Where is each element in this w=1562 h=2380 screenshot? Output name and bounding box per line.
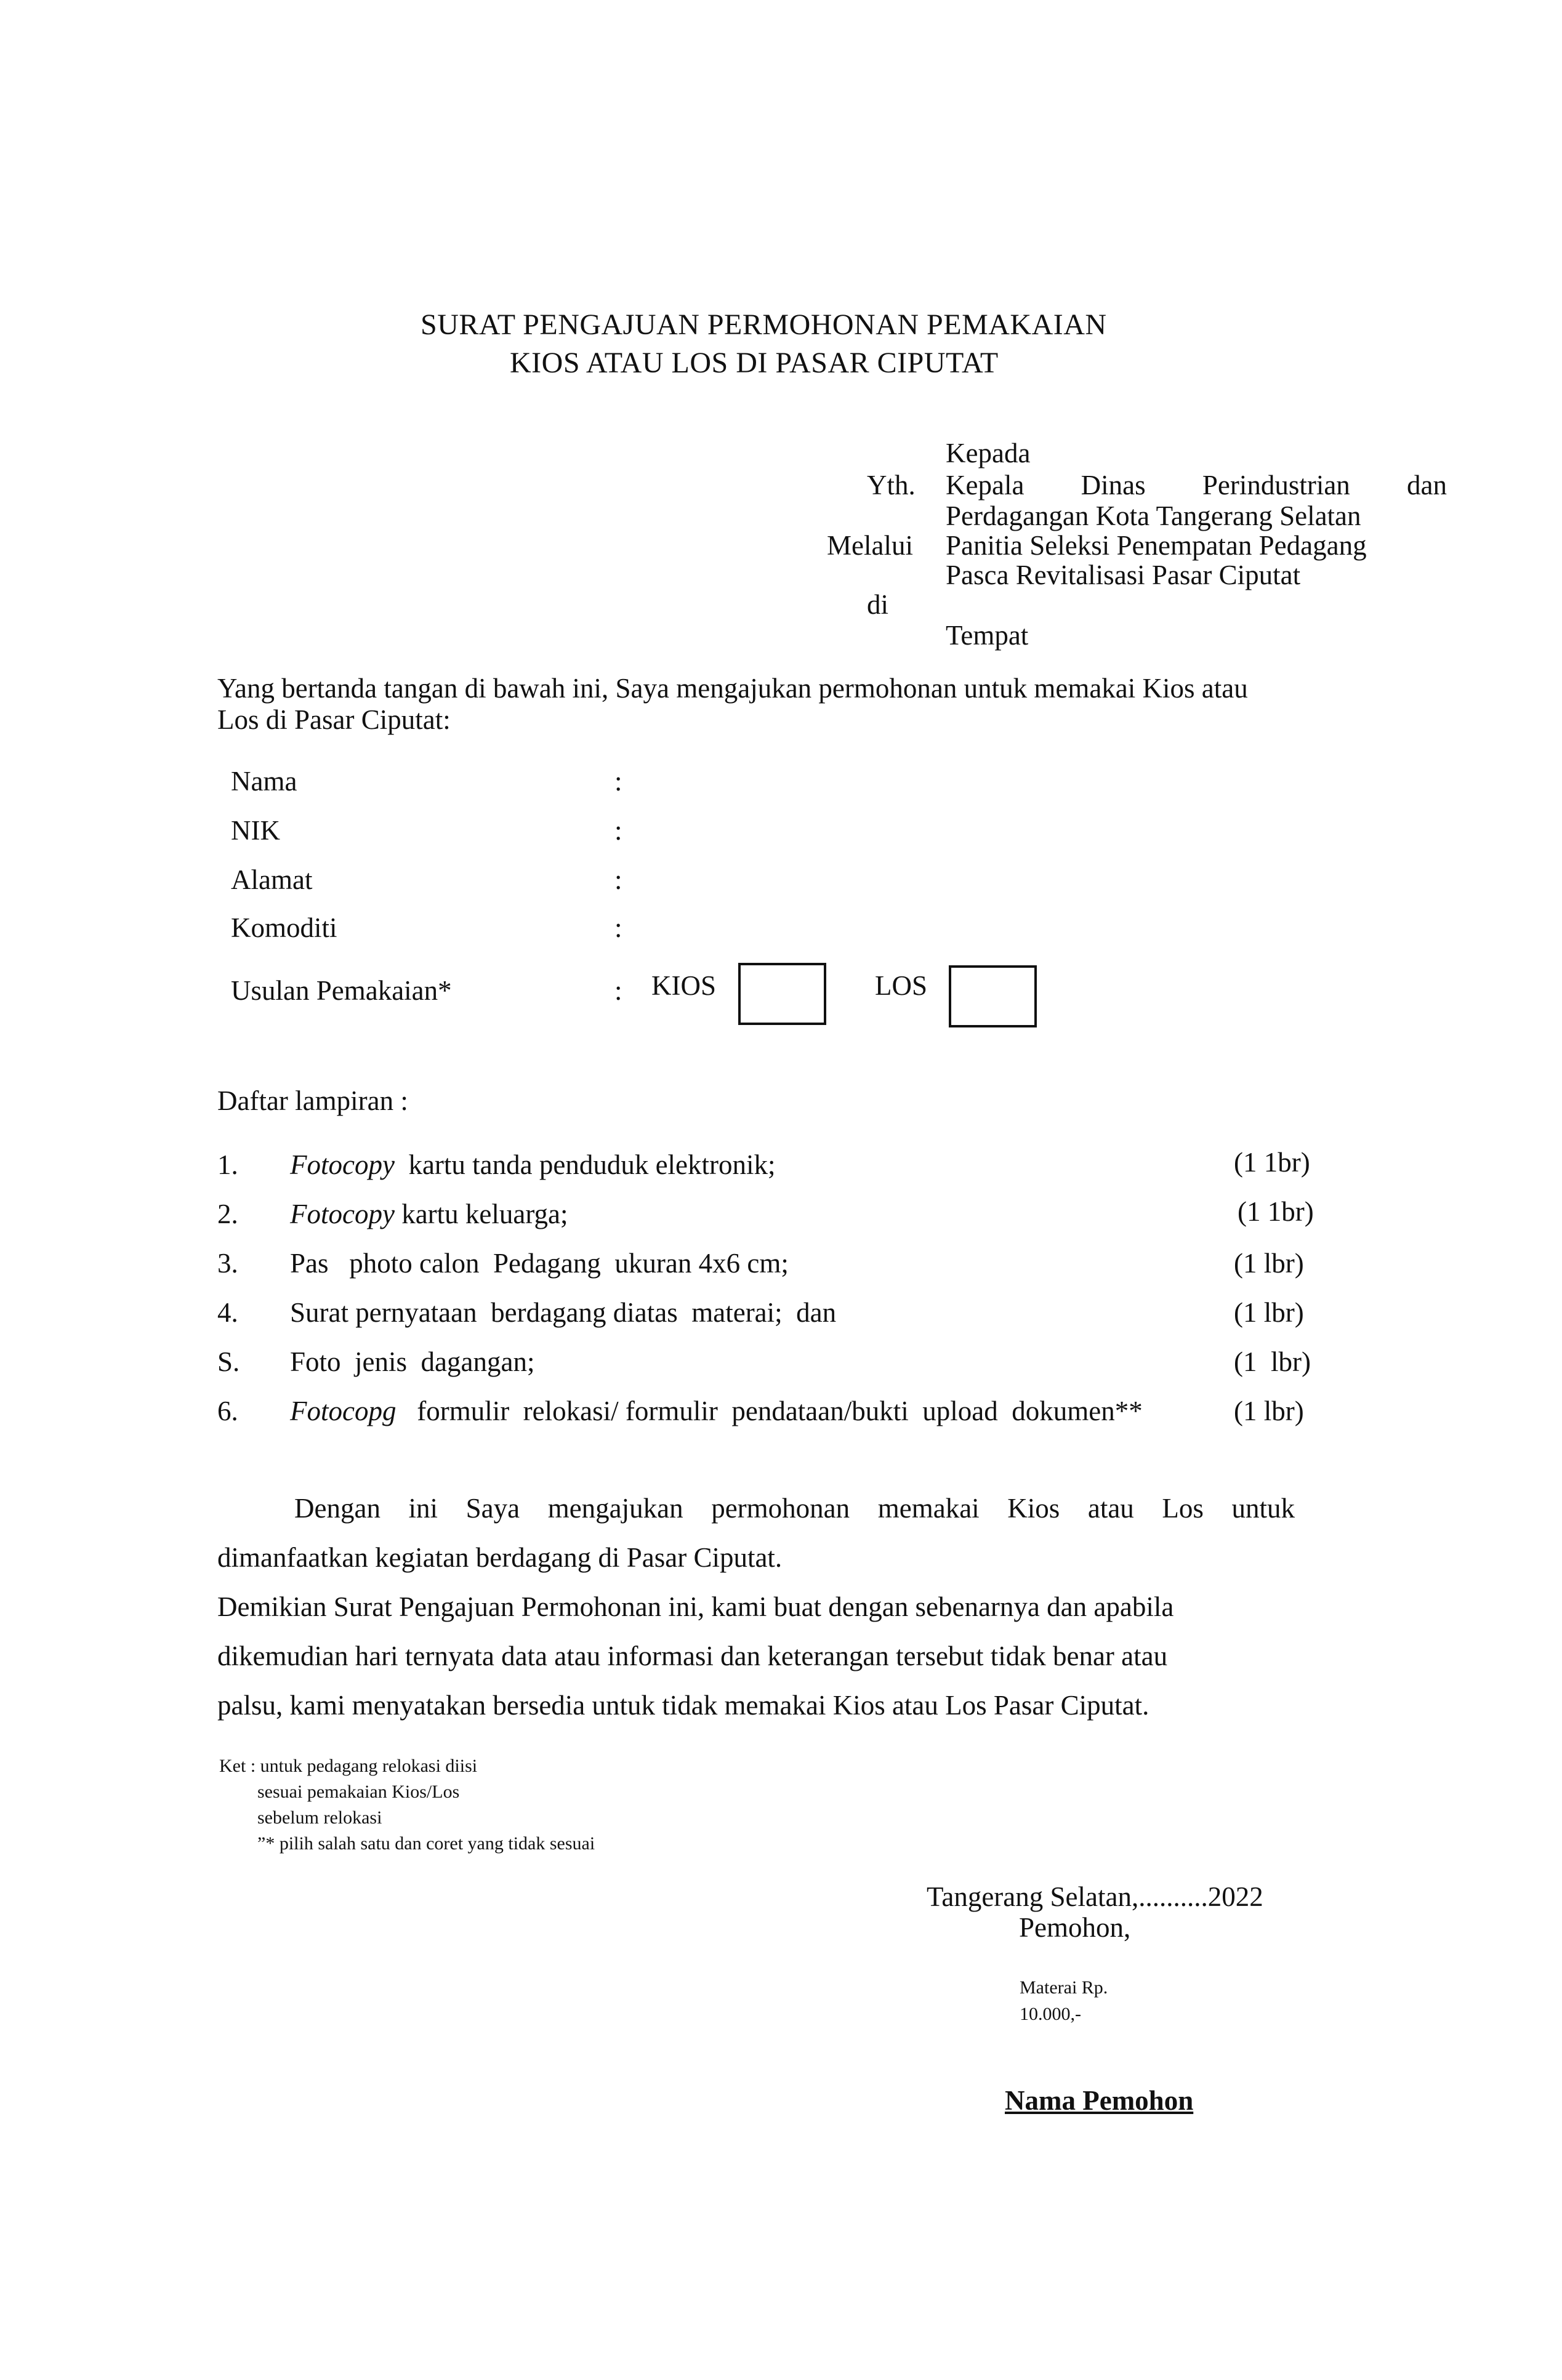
- address-recipient-line2: Perdagangan Kota Tangerang Selatan: [946, 501, 1361, 531]
- address-melalui-label: Melalui: [827, 530, 913, 561]
- lampiran-item-body: formulir relokasi/ formulir pendataan/bukti upload dokumen**: [417, 1396, 1143, 1426]
- closing-p2-line2: dikemudian hari ternyata data atau informasi dan keterangan tersebut tidak benar atau: [217, 1641, 1168, 1671]
- intro-line1: Yang bertanda tangan di bawah ini, Saya mengajukan permohonan untuk memakai Kios atau: [217, 673, 1248, 704]
- field-alamat-colon: :: [614, 864, 622, 895]
- lampiran-item-number: 4.: [217, 1297, 238, 1328]
- lampiran-item-body: kartu tanda penduduk elektronik;: [408, 1149, 776, 1180]
- lampiran-item-number: S.: [217, 1346, 240, 1377]
- materai-line2: 10.000,-: [1020, 2004, 1081, 2024]
- lampiran-item-qty: (1 lbr): [1234, 1248, 1304, 1279]
- lampiran-item-number: 1.: [217, 1149, 238, 1180]
- lampiran-item-text: [290, 1395, 1143, 1427]
- field-komoditi-label: Komoditi: [231, 912, 337, 943]
- kios-checkbox[interactable]: [738, 963, 826, 1025]
- closing-p1-line2: dimanfaatkan kegiatan berdagang di Pasar Ciputat.: [217, 1542, 783, 1573]
- lampiran-item-body: kartu keluarga;: [401, 1199, 568, 1229]
- lampiran-item-qty: (1 lbr): [1234, 1297, 1304, 1328]
- place-date: Tangerang Selatan,..........2022: [927, 1881, 1263, 1912]
- lampiran-item-text: Foto jenis dagangan;: [290, 1346, 535, 1377]
- lampiran-item-italic: Fotocopg: [290, 1396, 397, 1426]
- closing-p2-line3: palsu, kami menyatakan bersedia untuk tidak memakai Kios atau Los Pasar Ciputat.: [217, 1690, 1149, 1721]
- document-title-line1: SURAT PENGAJUAN PERMOHONAN PEMAKAIAN: [421, 308, 1107, 341]
- kios-label: KIOS: [651, 970, 717, 1001]
- usulan-colon: :: [614, 975, 622, 1006]
- note-line1: Ket : untuk pedagang relokasi diisi: [219, 1756, 478, 1776]
- lampiran-item-text: Pas photo calon Pedagang ukuran 4x6 cm;: [290, 1248, 789, 1279]
- lampiran-item-number: 3.: [217, 1248, 238, 1279]
- address-kepada: Kepada: [946, 438, 1031, 468]
- address-via-line1: Panitia Seleksi Penempatan Pedagang: [946, 530, 1367, 561]
- lampiran-item-text: [290, 1198, 568, 1230]
- lampiran-heading: Daftar lampiran :: [217, 1085, 408, 1116]
- los-checkbox[interactable]: [949, 965, 1037, 1027]
- field-nik-label: NIK: [231, 815, 280, 846]
- lampiran-item-number: 2.: [217, 1199, 238, 1229]
- lampiran-item-number: 6.: [217, 1396, 238, 1426]
- lampiran-item-italic: Fotocopy: [290, 1199, 395, 1229]
- note-line2: sesuai pemakaian Kios/Los: [257, 1782, 460, 1802]
- address-di-label: di: [867, 589, 889, 620]
- lampiran-item-qty: (1 lbr): [1234, 1396, 1304, 1426]
- field-nama-colon: :: [614, 766, 622, 797]
- closing-p1-line1: Dengan ini Saya mengajukan permohonan memakai Kios atau Los untuk: [294, 1493, 1295, 1524]
- field-nik-colon: :: [614, 815, 622, 846]
- lampiran-item-qty: (1 1br): [1234, 1147, 1310, 1178]
- field-alamat-label: Alamat: [231, 864, 313, 895]
- closing-p2-line1: Demikian Surat Pengajuan Permohonan ini, kami buat dengan sebenarnya dan apabila: [217, 1591, 1174, 1622]
- los-label: LOS: [875, 970, 928, 1001]
- lampiran-item-text: Surat pernyataan berdagang diatas materai; dan: [290, 1297, 837, 1328]
- intro-line2: Los di Pasar Ciputat:: [217, 704, 451, 735]
- note-line4: ”* pilih salah satu dan coret yang tidak sesuai: [257, 1833, 595, 1854]
- address-yth-label: Yth.: [867, 470, 916, 501]
- address-recipient-line1: Kepala Dinas Perindustrian dan: [946, 470, 1447, 501]
- field-komoditi-colon: :: [614, 912, 622, 943]
- address-via-line2: Pasca Revitalisasi Pasar Ciputat: [946, 560, 1301, 590]
- lampiran-item-qty: (1 1br): [1238, 1196, 1314, 1227]
- lampiran-item-italic: Fotocopy: [290, 1149, 395, 1180]
- usulan-label: Usulan Pemakaian*: [231, 975, 452, 1006]
- materai-line1: Materai Rp.: [1020, 1977, 1108, 1998]
- address-tempat: Tempat: [946, 620, 1029, 651]
- applicant-name: Nama Pemohon: [1005, 2085, 1194, 2116]
- pemohon-label: Pemohon,: [1019, 1912, 1131, 1943]
- field-nama-label: Nama: [231, 766, 297, 797]
- document-title-line2: KIOS ATAU LOS DI PASAR CIPUTAT: [510, 347, 999, 379]
- lampiran-item-text: [290, 1149, 776, 1181]
- lampiran-item-qty: (1 lbr): [1234, 1346, 1311, 1377]
- note-line3: sebelum relokasi: [257, 1807, 382, 1828]
